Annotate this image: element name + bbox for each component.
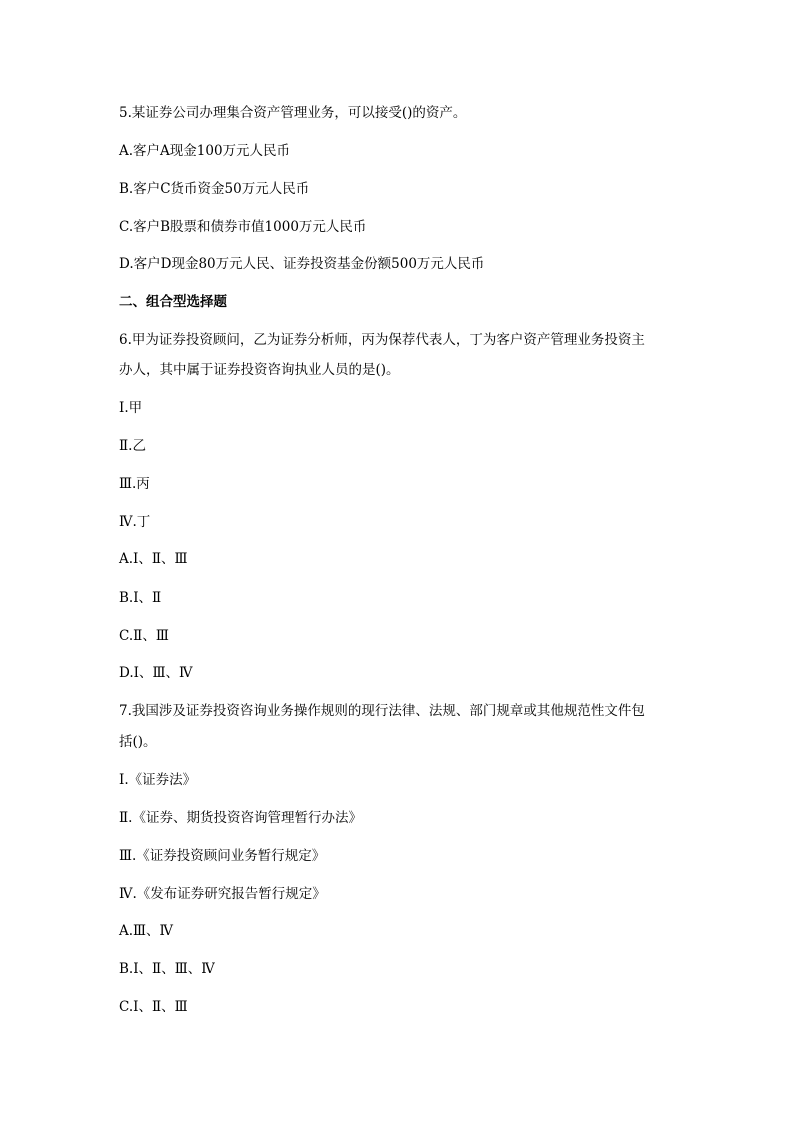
question-7-item-1: Ⅰ.《证券法》 — [119, 772, 197, 788]
question-5-stem: 5.某证券公司办理集合资产管理业务，可以接受()的资产。 — [119, 105, 467, 121]
question-7-option-a: A.Ⅲ、Ⅳ — [119, 923, 174, 939]
question-6-option-c: C.Ⅱ、Ⅲ — [119, 628, 169, 644]
question-6-item-2: Ⅱ.乙 — [119, 438, 146, 454]
question-7-option-b: B.Ⅰ、Ⅱ、Ⅲ、Ⅳ — [119, 961, 215, 977]
question-7-item-2: Ⅱ.《证券、期货投资咨询管理暂行办法》 — [119, 810, 362, 826]
question-7-item-4: Ⅳ.《发布证券研究报告暂行规定》 — [119, 886, 326, 902]
question-5-option-a: A.客户A现金100万元人民币 — [119, 143, 291, 159]
question-5-option-d: D.客户D现金80万元人民、证券投资基金份额500万元人民币 — [119, 256, 485, 272]
question-5-option-b: B.客户C货币资金50万元人民币 — [119, 181, 310, 197]
question-6-item-4: Ⅳ.丁 — [119, 514, 151, 530]
question-7-stem-line-1: 7.我国涉及证券投资咨询业务操作规则的现行法律、法规、部门规章或其他规范性文件包 — [119, 703, 645, 719]
question-6-option-a: A.Ⅰ、Ⅱ、Ⅲ — [119, 551, 188, 567]
question-7-option-c: C.Ⅰ、Ⅱ、Ⅲ — [119, 999, 188, 1015]
question-6-stem-line-2: 办人，其中属于证券投资咨询执业人员的是()。 — [119, 362, 400, 378]
section-heading: 二、组合型选择题 — [119, 294, 227, 310]
question-6-item-3: Ⅲ.丙 — [119, 476, 150, 492]
question-6-option-d: D.Ⅰ、Ⅲ、Ⅳ — [119, 665, 193, 681]
question-6-option-b: B.Ⅰ、Ⅱ — [119, 590, 162, 606]
question-6-stem-line-1: 6.甲为证券投资顾问，乙为证券分析师，丙为保荐代表人，丁为客户资产管理业务投资主 — [119, 332, 645, 348]
question-5-option-c: C.客户B股票和债券市值1000万元人民币 — [119, 219, 367, 235]
question-6-item-1: Ⅰ.甲 — [119, 400, 143, 416]
question-7-item-3: Ⅲ.《证券投资顾问业务暂行规定》 — [119, 848, 326, 864]
question-7-stem-line-2: 括()。 — [119, 734, 157, 750]
